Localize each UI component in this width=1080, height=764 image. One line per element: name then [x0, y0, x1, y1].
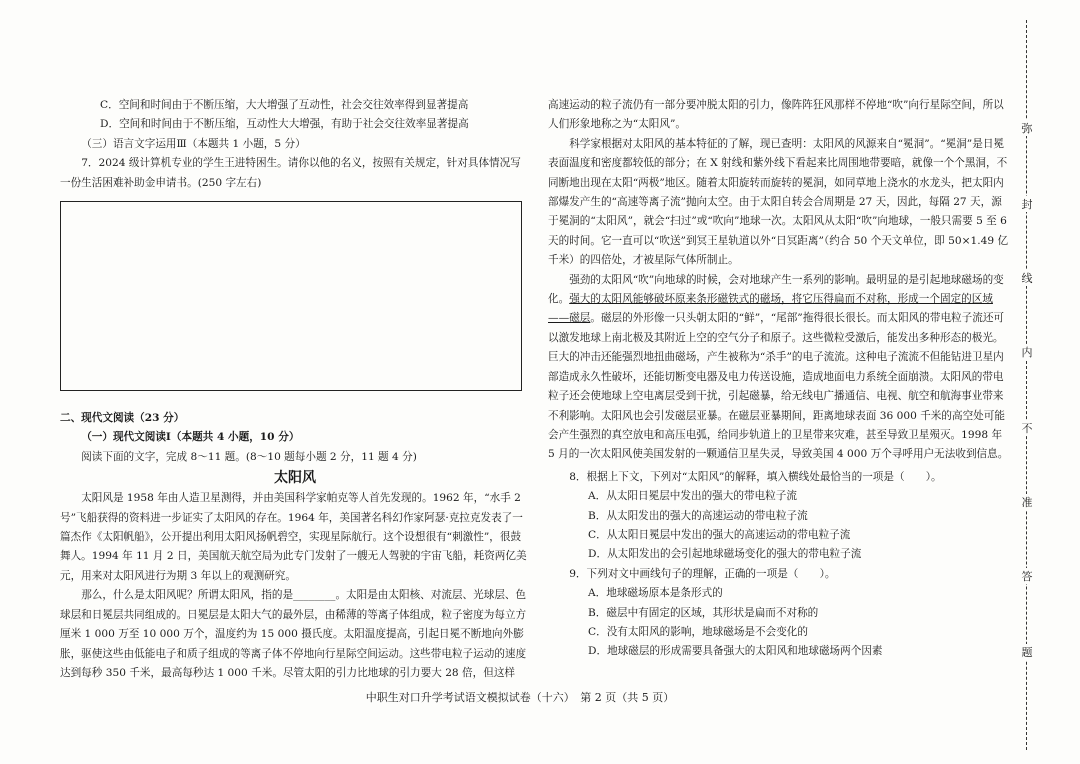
q9-option-d: D．地球磁层的形成需要具备强大的太阳风和地球磁场两个因素: [588, 645, 883, 658]
question-8: 8．根据上下文，下列对“太阳风”的解释，填入横线处最恰当的一项是（ ）。: [569, 470, 942, 483]
paragraph-2-start: 那么，什么是太阳风呢？所谓太阳风，指的是: [81, 589, 294, 602]
option-d: D．空间和时间由于不断压缩，互动性大大增强，有助于社会交往效率显著提高: [100, 118, 469, 131]
paragraph-2-continued: 高速运动的粒子流仍有一部分要冲脱太阳的引力，像阵阵狂风那样不停地“吹”向行星际空间，所以人们形象地称之为“太阳风”。: [548, 99, 1004, 131]
question-7: 7．2024 级计算机专业的学生王进特困生。请你以他的名义，按照有关规定，针对具体情况写一份生活困难补助金申请书。(250 字左右): [60, 157, 521, 189]
q9-option-a: A．地球磁场原本是条形式的: [588, 587, 723, 600]
reading-instructions: 阅读下面的文字，完成 8～11 题。(8～10 题每小题 2 分，11 题 4 分): [81, 450, 417, 463]
right-column: [548, 96, 1010, 662]
part-heading-2: 二、现代文阅读（23 分）: [60, 412, 185, 425]
q8-option-d: D．从太阳发出的会引起地球磁场变化的强大的带电粒子流: [588, 548, 862, 561]
paragraph-3: 科学家根据对太阳风的基本特征的了解，现已查明：太阳风的风源来自“冕洞”。“冕洞”是日冕表面温度和密度都较低的部分；在 X 射线和紫外线下看起来比周围地带要暗，就像一个个黑洞，不同断地出现在太阳“两极”地区。随着太阳旋转而旋转的冕洞，如同草地上浇水的水龙头，把太阳内部爆发产生的“高速等离子流”抛向太空。由于太阳自转会合周期是 27 天，因此，每隔 27 天，源于冕洞的“太阳风”，就会“扫过”或“吹向”地球一次。太阳风从太阳“吹”向地球，一般只需要 5 至 6 天的时间。它一直可以“吹送”到冥王星轨道以外“日冥距离”（约合 50 个天文单位，即 50×1.49 亿千米）的四倍处，才被星际气体所制止。: [548, 137, 1009, 267]
seal-char-5: 不: [1019, 420, 1035, 436]
section-heading-3: （三）语言文字运用Ⅲ（本题共 1 小题，5 分）: [81, 137, 306, 150]
answer-box[interactable]: [60, 201, 522, 391]
seal-char-7: 答: [1019, 568, 1035, 584]
fill-in-blank: ________: [293, 589, 336, 602]
subsection-heading: （一）现代文阅读Ⅰ（本题共 4 小题，10 分）: [81, 431, 300, 444]
q8-option-c: C．从太阳日冕层中发出的强大的高速运动的带电粒子流: [588, 528, 851, 541]
paragraph-4: [548, 271, 1010, 465]
page-footer: 中职生对口升学考试语文模拟试卷（十六） 第 2 页（共 5 页）: [365, 691, 675, 704]
q9-option-c: C．没有太阳风的影响，地球磁场是不会变化的: [588, 625, 808, 638]
seal-char-3: 线: [1019, 270, 1035, 286]
option-c: C．空间和时间由于不断压缩，大大增强了互动性，社会交往效率得到显著提高: [100, 99, 469, 111]
paragraph-2: [60, 586, 530, 683]
seal-char-1: 弥: [1019, 120, 1035, 136]
q8-option-b: B．从太阳发出的强大的高速运动的带电粒子流: [588, 509, 808, 522]
underlined-sentence: 强大的太阳风能够破坏原来条形磁铁式的磁场，将它压得扁而不对称，形成一个固定的区域——磁层: [548, 293, 993, 325]
q9-option-b: B．磁层中有固定的区域，其形状是扁而不对称的: [588, 606, 819, 619]
paragraph-4-rest: 。磁层的外形像一只头朝太阳的“鲜”，“尾部”拖得很长很长。而太阳风的带电粒子流还可以激发地球上南北极及其附近上空的空气分子和原子。这些微粒受激后，能发出多种形态的极光。巨大的冲击还能强烈地扭曲磁场，产生被称为“杀手”的电子流流。这种电子流流不但能钻进卫星内部造成永久性破坏，还能切断变电器及电力传送设施，造成地面电力系统全面崩溃。太阳风的带电粒子还会使地球上空电离层受到干扰，引起磁暴，给无线电广播通信、电视、航空和航海事业带来不利影响。太阳风也会引发磁层亚暴。在磁层亚暴期间，距离地球表面 36 000 千米的高空处可能会产生强烈的真空放电和高压电弧，给同步轨道上的卫星带来灾难，甚至导致卫星殒灭。1998 年 5 月的一次太阳风使美国发射的一颗通信卫星失灵，导致美国 4 000 万个寻呼用户无法收到信息。: [548, 312, 1009, 461]
seal-char-6: 准: [1019, 494, 1035, 510]
question-9: 9．下列对文中画线句子的理解，正确的一项是（ ）。: [569, 567, 836, 580]
seal-char-8: 题: [1019, 644, 1035, 660]
article-title: 太阳风: [274, 470, 316, 487]
seal-char-4: 内: [1019, 344, 1035, 360]
paragraph-4-start: 强劲的太阳风“吹”向地球的时候，会对地球产生一系列的影响。最明显的是引起地球磁场的变化。: [548, 273, 1004, 306]
left-column: [60, 96, 530, 683]
q8-option-a: A．从太阳日冕层中发出的强大的带电粒子流: [588, 490, 797, 503]
paragraph-1: 太阳风是 1958 年由人造卫星测得，并由美国科学家帕克等人首先发现的。1962 年，“水手 2 号”飞船获得的资料进一步证实了太阳风的存在。1964 年，美国著名科幻作家阿瑟·克拉克发表了一篇杰作《太阳帆船》，公开提出利用太阳风扬帆碧空，实现星际航行。这个设想很有“刺激性”，很鼓舞人。1994 年 11 月 2 日，美国航天航空局为此专门发射了一艘无人驾驶的宇宙飞船，耗资两亿美元，用来对太阳风进行为期 3 年以上的观测研究。: [60, 492, 527, 582]
paragraph-2-rest: 。太阳是由太阳核、对流层、光球层、色球层和日冕层共同组成的。日冕层是太阳大气的最外层，由稀薄的等离子体组成，粒子密度为每立方厘米 1 000 万至 10 000 万个，温度约为 15 000 摄氏度。太阳温度提高，引起日冕不断地向外膨胀，驱使这些由低能电子和质子组成的等离子体不停地向行星际空间运动。这些带电粒子运动的速度达到每秒 350 千米，最高每秒达 1 000 千米。尽管太阳的引力比地球的引力要大 28 倍，但这样: [60, 589, 527, 679]
seal-char-2: 封: [1019, 196, 1035, 212]
